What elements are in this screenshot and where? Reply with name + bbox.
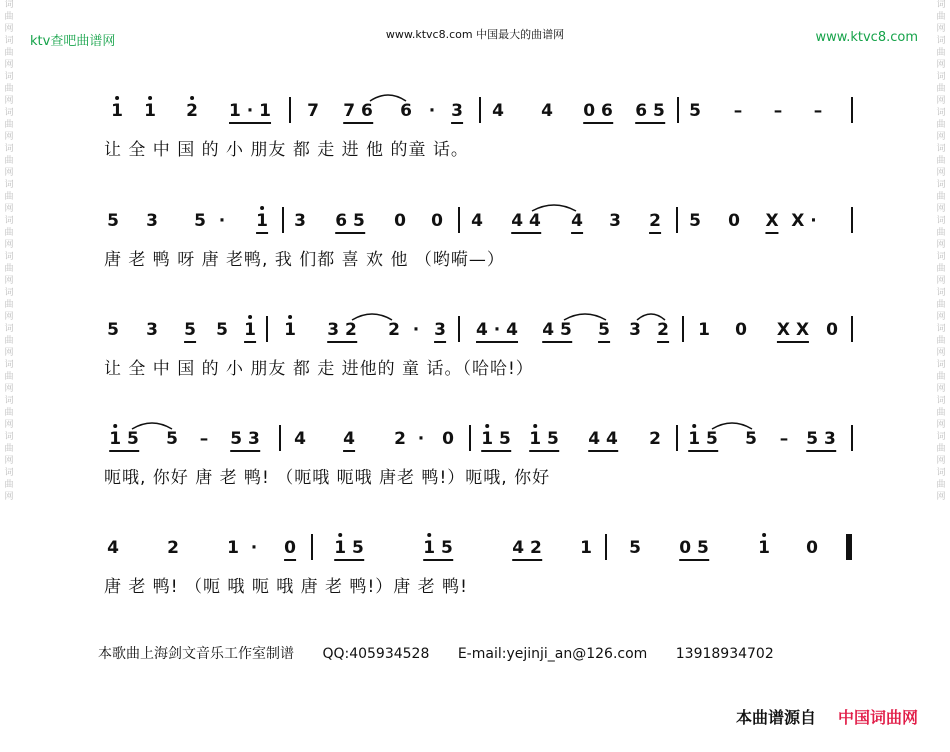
octave-dot: [427, 533, 431, 537]
watermark-char: 网: [4, 60, 14, 70]
note-token: 5: [689, 211, 701, 231]
watermark-char: 词: [4, 216, 14, 226]
note-token: ·: [428, 101, 436, 121]
note-token: X ·: [791, 211, 817, 231]
lyric-line-5: 唐 老 鸭! （呃 哦 呃 哦 唐 老 鸭!）唐 老 鸭!: [104, 577, 468, 597]
note-token: –: [779, 429, 789, 449]
bar-line: [266, 316, 268, 342]
note-token: 3: [146, 211, 158, 231]
note-token: 5 3: [230, 429, 260, 452]
note-token: 3: [294, 211, 306, 231]
watermark-char: 词: [4, 72, 14, 82]
note-token: 5: [629, 538, 641, 558]
note-token: 7 6: [343, 101, 373, 124]
watermark-char: 网: [4, 24, 14, 34]
note-token: 3: [451, 101, 463, 124]
watermark-char: 曲: [936, 84, 946, 94]
watermark-char: 词: [4, 324, 14, 334]
watermark-char: 词: [936, 0, 946, 10]
note-token: X: [765, 211, 778, 234]
note-token: –: [813, 101, 823, 121]
note-token: 1: [758, 538, 770, 558]
watermark-char: 网: [936, 348, 946, 358]
note-token: 1 5: [334, 538, 364, 561]
watermark-char: 词: [4, 468, 14, 478]
lyric-line-3: 让 全 中 国 的 小 朋友 都 走 进他的 童 话。（哈哈!）: [104, 359, 534, 379]
note-token: 4: [471, 211, 483, 231]
footer-email: E-mail:yejinji_an@126.com: [457, 646, 648, 662]
note-token: 5: [194, 211, 206, 231]
watermark-char: 曲: [936, 408, 946, 418]
note-token: 0: [442, 429, 454, 449]
note-token: 4: [571, 211, 583, 234]
watermark-char: 词: [4, 108, 14, 118]
score-line-5: [0, 538, 950, 608]
bar-line: [479, 97, 481, 123]
watermark-char: 曲: [936, 372, 946, 382]
note-token: 4: [294, 429, 306, 449]
header-center-title: www.ktvc8.com 中国最大的曲谱网: [385, 28, 565, 41]
note-token: 4: [107, 538, 119, 558]
note-token: 2: [657, 320, 669, 343]
note-token: 4 4: [588, 429, 618, 452]
watermark-char: 词: [936, 432, 946, 442]
watermark-char: 网: [936, 492, 946, 502]
watermark-char: 网: [4, 420, 14, 430]
bar-line: [469, 425, 471, 451]
note-token: 2: [186, 101, 198, 121]
note-token: 2: [649, 211, 661, 234]
lyric-line-1: 让 全 中 国 的 小 朋友 都 走 进 他 的童 话。: [104, 140, 469, 160]
watermark-char: 网: [936, 240, 946, 250]
watermark-char: 曲: [4, 264, 14, 274]
watermark-char: 词: [936, 396, 946, 406]
watermark-char: 曲: [936, 192, 946, 202]
note-token: 4: [541, 101, 553, 121]
footer-credits: [98, 643, 798, 663]
note-token: 3 2: [327, 320, 357, 343]
bar-line: [605, 534, 607, 560]
watermark-char: 网: [936, 168, 946, 178]
watermark-char: 词: [4, 36, 14, 46]
bar-line: [682, 316, 684, 342]
note-token: 2: [649, 429, 661, 449]
watermark-char: 词: [4, 144, 14, 154]
watermark-char: 网: [936, 96, 946, 106]
note-token: 4: [492, 101, 504, 121]
note-token: 6: [400, 101, 412, 121]
watermark-char: 网: [936, 276, 946, 286]
watermark-char: 曲: [936, 228, 946, 238]
note-token: 0 6: [583, 101, 613, 124]
source-label: 本曲谱源自: [735, 708, 816, 727]
note-token: 5: [745, 429, 757, 449]
watermark-char: 网: [936, 24, 946, 34]
watermark-char: 词: [4, 396, 14, 406]
watermark-char: 曲: [936, 12, 946, 22]
watermark-char: 网: [4, 492, 14, 502]
bar-line: [676, 207, 678, 233]
watermark-char: 词: [4, 0, 14, 10]
note-token: 0: [394, 211, 406, 231]
bar-line: [458, 207, 460, 233]
note-token: 1 5: [109, 429, 139, 452]
watermark-char: 曲: [4, 480, 14, 490]
note-token: 1 5: [423, 538, 453, 561]
note-token: 1 5: [688, 429, 718, 452]
score-line-1: [0, 101, 950, 171]
watermark-char: 曲: [4, 156, 14, 166]
note-token: 5: [107, 211, 119, 231]
bar-line: [851, 316, 853, 342]
note-token: 1: [227, 538, 239, 558]
note-token: 2: [388, 320, 400, 340]
note-token: 0: [431, 211, 443, 231]
note-token: 4 2: [512, 538, 542, 561]
watermark-char: 词: [936, 360, 946, 370]
watermark-char: 曲: [936, 48, 946, 58]
note-token: 0: [728, 211, 740, 231]
note-token: ·: [218, 211, 226, 231]
watermark-char: 网: [936, 312, 946, 322]
note-token: 5 3: [806, 429, 836, 452]
watermark-char: 曲: [936, 444, 946, 454]
note-token: 4: [343, 429, 355, 452]
watermark-char: 曲: [936, 480, 946, 490]
watermark-char: 网: [4, 204, 14, 214]
bar-line: [458, 316, 460, 342]
watermark-char: 曲: [4, 372, 14, 382]
note-token: 0: [735, 320, 747, 340]
note-token: X X: [777, 320, 809, 343]
watermark-char: 曲: [4, 408, 14, 418]
watermark-char: 网: [936, 420, 946, 430]
watermark-char: 网: [4, 348, 14, 358]
octave-dot: [692, 424, 696, 428]
note-token: 1 5: [481, 429, 511, 452]
note-token: 5: [107, 320, 119, 340]
watermark-char: 词: [936, 324, 946, 334]
note-token: 6 5: [635, 101, 665, 124]
note-token: ·: [250, 538, 258, 558]
note-token: 1 5: [529, 429, 559, 452]
octave-dot: [533, 424, 537, 428]
watermark-char: 网: [4, 276, 14, 286]
note-token: ·: [417, 429, 425, 449]
watermark-char: 曲: [936, 336, 946, 346]
watermark-char: 词: [936, 72, 946, 82]
octave-dot: [113, 424, 117, 428]
watermark-char: 曲: [4, 12, 14, 22]
lyric-line-4: 呃哦, 你好 唐 老 鸭! （呃哦 呃哦 唐老 鸭!）呃哦, 你好: [104, 468, 551, 488]
note-token: –: [733, 101, 743, 121]
watermark-char: 词: [936, 36, 946, 46]
note-token: 4 5: [542, 320, 572, 343]
footer-studio: 本歌曲上海剑文音乐工作室制谱: [98, 646, 294, 662]
note-token: 1: [698, 320, 710, 340]
footer-qq: QQ:405934528: [322, 646, 430, 662]
source-credit: [736, 705, 918, 728]
note-token: 0: [826, 320, 838, 340]
watermark-char: 网: [936, 456, 946, 466]
note-token: 2: [394, 429, 406, 449]
note-token: 1 · 1: [229, 101, 271, 124]
watermark-char: 曲: [4, 300, 14, 310]
note-token: 5: [166, 429, 178, 449]
watermark-char: 词: [4, 432, 14, 442]
octave-dot: [485, 424, 489, 428]
note-token: –: [773, 101, 783, 121]
note-token: 4 4: [511, 211, 541, 234]
octave-dot: [260, 206, 264, 210]
note-token: –: [199, 429, 209, 449]
note-token: 6 5: [335, 211, 365, 234]
watermark-char: 曲: [4, 444, 14, 454]
note-token: 0: [284, 538, 296, 561]
octave-dot: [148, 96, 152, 100]
watermark-char: 网: [936, 60, 946, 70]
watermark-char: 词: [936, 144, 946, 154]
note-token: 7: [307, 101, 319, 121]
note-token: 5: [689, 101, 701, 121]
watermark-char: 词: [936, 216, 946, 226]
octave-dot: [190, 96, 194, 100]
note-token: 1: [111, 101, 123, 121]
note-token: 2: [167, 538, 179, 558]
bar-line: [279, 425, 281, 451]
watermark-char: 网: [4, 456, 14, 466]
bar-line: [677, 97, 679, 123]
watermark-char: 曲: [4, 228, 14, 238]
watermark-char: 曲: [936, 120, 946, 130]
bar-line: [851, 207, 853, 233]
watermark-char: 网: [4, 168, 14, 178]
score-line-3: [0, 320, 950, 390]
watermark-char: 词: [936, 180, 946, 190]
watermark-char: 词: [4, 252, 14, 262]
bar-line: [846, 534, 852, 560]
watermark-char: 词: [936, 288, 946, 298]
note-token: 5: [184, 320, 196, 343]
note-token: ·: [412, 320, 420, 340]
note-token: 1: [580, 538, 592, 558]
octave-dot: [288, 315, 292, 319]
bar-line: [282, 207, 284, 233]
octave-dot: [762, 533, 766, 537]
watermark-char: 曲: [936, 300, 946, 310]
note-token: 5: [598, 320, 610, 343]
lyric-line-2: 唐 老 鸭 呀 唐 老鸭, 我 们都 喜 欢 他 （哟嗬—）: [104, 250, 505, 270]
watermark-char: 词: [4, 288, 14, 298]
octave-dot: [338, 533, 342, 537]
watermark-char: 网: [4, 312, 14, 322]
watermark-char: 曲: [4, 84, 14, 94]
bar-line: [851, 425, 853, 451]
score-line-4: [0, 429, 950, 499]
note-token: 0: [806, 538, 818, 558]
watermark-char: 网: [4, 240, 14, 250]
bar-line: [311, 534, 313, 560]
watermark-char: 曲: [4, 48, 14, 58]
octave-dot: [115, 96, 119, 100]
note-token: 3: [629, 320, 641, 340]
note-token: 3: [434, 320, 446, 343]
footer-phone: 13918934702: [675, 646, 774, 662]
note-token: 1: [256, 211, 268, 234]
bar-line: [851, 97, 853, 123]
note-token: 5: [216, 320, 228, 340]
watermark-char: 曲: [936, 156, 946, 166]
watermark-char: 网: [936, 384, 946, 394]
note-token: 3: [609, 211, 621, 231]
watermark-char: 词: [936, 468, 946, 478]
score-line-2: [0, 211, 950, 281]
watermark-char: 曲: [4, 120, 14, 130]
watermark-char: 网: [936, 204, 946, 214]
header-right-url: www.ktvc8.com: [815, 30, 918, 45]
note-token: 4 · 4: [476, 320, 518, 343]
watermark-char: 词: [936, 108, 946, 118]
source-site-link[interactable]: 中国词曲网: [837, 708, 918, 727]
watermark-char: 网: [4, 384, 14, 394]
bar-line: [676, 425, 678, 451]
watermark-char: 网: [936, 132, 946, 142]
watermark-char: 词: [936, 252, 946, 262]
bar-line: [289, 97, 291, 123]
watermark-char: 网: [4, 96, 14, 106]
note-token: 3: [146, 320, 158, 340]
watermark-char: 曲: [4, 336, 14, 346]
note-token: 1: [284, 320, 296, 340]
watermark-char: 曲: [4, 192, 14, 202]
note-token: 0 5: [679, 538, 709, 561]
note-token: 1: [244, 320, 256, 343]
watermark-char: 词: [4, 360, 14, 370]
note-token: 1: [144, 101, 156, 121]
watermark-char: 曲: [936, 264, 946, 274]
watermark-char: 词: [4, 180, 14, 190]
watermark-char: 网: [4, 132, 14, 142]
octave-dot: [248, 315, 252, 319]
header-left-site: ktv查吧曲谱网: [30, 34, 116, 49]
